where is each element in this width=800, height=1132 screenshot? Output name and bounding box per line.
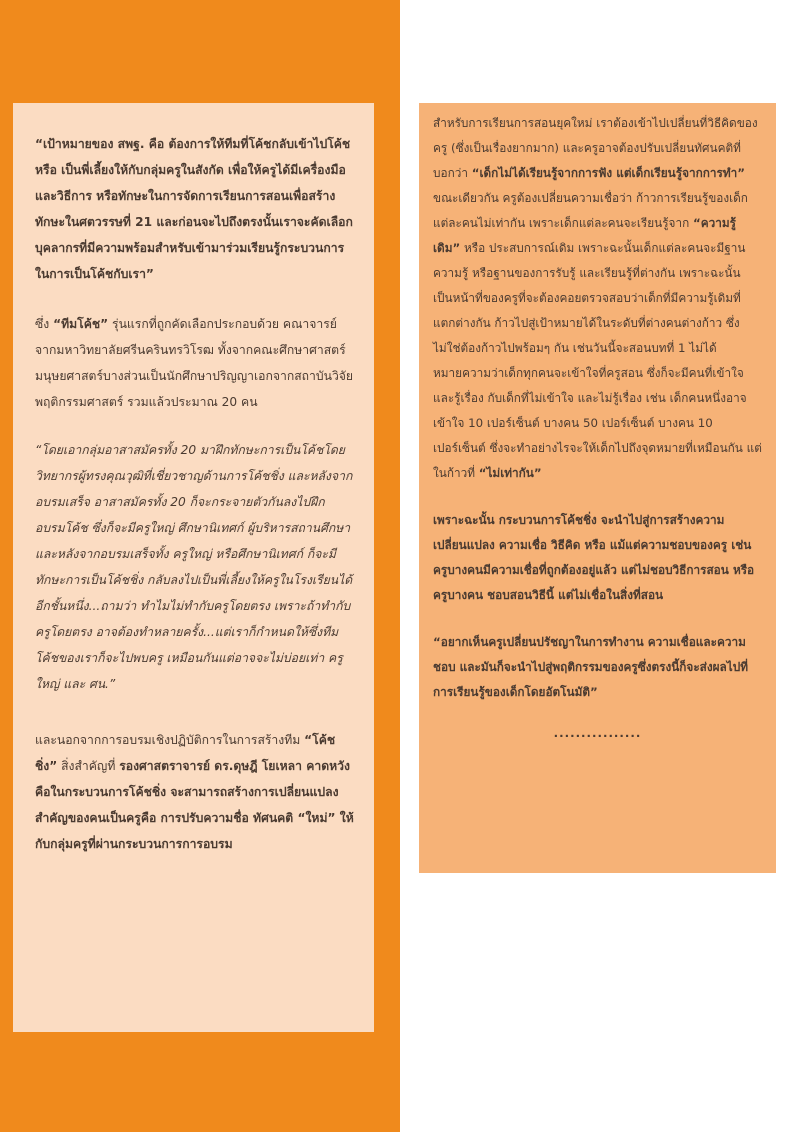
intro-coach-team-term: “ทีมโค้ช” (53, 317, 109, 331)
intro-text-rest: รุ่นแรกที่ถูกคัดเลือกประกอบด้วย คณาจารย์จากมหาวิทยาลัยศรีนครินทรวิโรฒ ทั้งจากคณะศึกษาศาสตร์ มนุษยศาสตร์บางส่วนเป็นนักศึกษาปริญญาเอกจากสถาบันวิจัยพฤติกรรมศาสตร์ รวมแล้วประมาณ 20 คน (35, 317, 354, 409)
p1-not-equal-term: “ไม่เท่ากัน” (478, 466, 542, 480)
closing-paragraph (35, 727, 354, 857)
coach-team-intro (35, 311, 354, 415)
p1-learn-by-doing-quote: “เด็กไม่ได้เรียนรู้จากการฟัง แต่เด็กเรียนรู้จากการทำ” (471, 166, 746, 180)
closing-text-start: และนอกจากการอบรมเชิงปฏิบัติการในการสร้างทีม (35, 733, 305, 747)
opening-quote: “เป้าหมายของ สพฐ. คือ ต้องการให้ทีมที่โค้ชกลับเข้าไปโค้ช หรือ เป็นพี่เลี้ยงให้กับกลุ่มครูในสังกัด เพื่อให้ครูได้มีเครื่องมือ และวิธีการ หรือทักษะในการจัดการเรียนการสอนเพื่อสร้างทักษะในศตวรรษที่ 21 และก่อนจะไปถึงตรงนั้นเราจะคัดเลือกบุคลากรที่มีความพร้อมสำหรับเข้ามาร่วมเรียนรู้กระบวนการในการเป็นโค้ชกับเรา” (35, 137, 353, 281)
intro-text-start: ซึ่ง (35, 317, 54, 331)
left-text-panel (13, 103, 374, 1032)
modern-teaching-paragraph (433, 111, 762, 486)
right-text-panel (419, 103, 776, 873)
closing-text-mid: สิ่งสำคัญที่ (57, 759, 120, 773)
coaching-change-paragraph: เพราะฉะนั้น กระบวนการโค้ชชิ่ง จะนำไปสู่การสร้างความเปลี่ยนแปลง ความเชื่อ วิธีคิด หรือ แม้แต่ความชอบของครู เช่นครูบางคนมีความเชื่อที่ถูกต้องอยู่แล้ว แต่ไม่ชอบวิธีการสอน หรือ ครูบางคน ชอบสอนวิธีนี้ แต่ไม่เชื่อในสิ่งที่สอน (433, 513, 755, 602)
p1-part-e: หรือ ประสบการณ์เดิม เพราะฉะนั้นเด็กแต่ละคนจะมีฐาน ความรู้ หรือฐานของการรับรู้ และเรียนรู้ที่ต่างกัน เพราะฉะนั้น เป็นหน้าที่ของครูที่จะต้องคอยตรวจสอบว่าเด็กที่มีความรู้เดิมที่แตกต่างกัน ก้าวไปสู่เป้าหมายได้ในระดับที่ต่างคนต่างก้าว ซึ่งไม่ใช่ต้องก้าวไปพร้อมๆ กัน เช่นวันนี้จะสอนบทที่ 1 ไม่ได้หมายความว่าเด็กทุกคนจะเข้าใจที่ครูสอน ซึ่งก็จะมีคนที่เข้าใจ และรู้เรื่อง กับเด็กที่ไม่เข้าใจ และไม่รู้เรื่อง เช่น เด็กคนหนึ่งอาจเข้าใจ 10 เปอร์เซ็นต์ บางคน 50 เปอร์เซ็นต์ บางคน 10 เปอร์เซ็นต์ ซึ่งจะทำอย่างไรจะให้เด็กไปถึงจุดหมายที่เหมือนกัน แต่ในก้าวที่ (433, 241, 762, 480)
p1-prior-knowledge-term: “ความรู้เดิม” (433, 216, 736, 255)
p1-part-a: สำหรับการเรียนการสอนยุคใหม่ เราต้องเข้าไปเปลี่ยนที่วิธีคิดของครู (ซึ่งเป็นเรื่องยากมาก) และครูอาจต้องปรับเปลี่ยนทัศนคติที่บอกว่า (433, 116, 758, 180)
training-quote: “โดยเอากลุ่มอาสาสมัครทั้ง 20 มาฝึกทักษะการเป็นโค้ชโดยวิทยากรผู้ทรงคุณวุฒิที่เชี่ยวชาญด้านการโค้ชชิ่ง และหลังจากอบรมเสร็จ อาสาสมัครทั้ง 20 ก็จะกระจายตัวกันลงไปฝึกอบรมโค้ช ซึ่งก็จะมีครูใหญ่ ศึกษานิเทศก์ ผู้บริหารสถานศึกษา และหลังจากอบรมเสร็จทั้ง ครูใหญ่ หรือศึกษานิเทศก์ ก็จะมีทักษะการเป็นโค้ชชิ่ง กลับลงไปเป็นพี่เลี้ยงให้ครูในโรงเรียนได้อีกชั้นหนึ่ง...ถามว่า ทำไมไม่ทำกับครูโดยตรง เพราะถ้าทำกับครูโดยตรง อาจต้องทำหลายครั้ง...แต่เราก็กำหนดให้ซึ่งทีมโค้ชของเราก็จะไปพบครู เหมือนกันแต่อาจจะไม่บ่อยเท่า ครูใหญ่ และ ศน.” (35, 443, 353, 691)
ellipsis-divider: ................ (553, 726, 642, 740)
closing-text-bold: รองศาสตราจารย์ ดร.ดุษฎี โยเหลา คาดหวังคือในกระบวนการโค้ชชิ่ง จะสามารถสร้างการเปลี่ยนแปลงสำคัญของคนเป็นครูคือ การปรับความชื่อ ทัศนคติ “ใหม่” ให้กับกลุ่มครูที่ผ่านกระบวนการการอบรม (35, 759, 354, 851)
teacher-philosophy-quote: “อยากเห็นครูเปลี่ยนปรัชญาในการทำงาน ความเชื่อและความชอบ และมันก็จะนำไปสู่พฤติกรรมของครูซึ่งตรงนี้ก็จะส่งผลไปที่การเรียนรู้ของเด็กโดยอัตโนมัติ” (433, 635, 748, 699)
p1-part-c: ขณะเดียวกัน ครูต้องเปลี่ยนความเชื่อว่า ก้าวการเรียนรู้ของเด็กแต่ละคนไม่เท่ากัน เพราะเด็กแต่ละคนจะเรียนรู้จาก (433, 191, 748, 230)
closing-coaching-term: “โค้ชชิ่ง” (35, 733, 336, 773)
